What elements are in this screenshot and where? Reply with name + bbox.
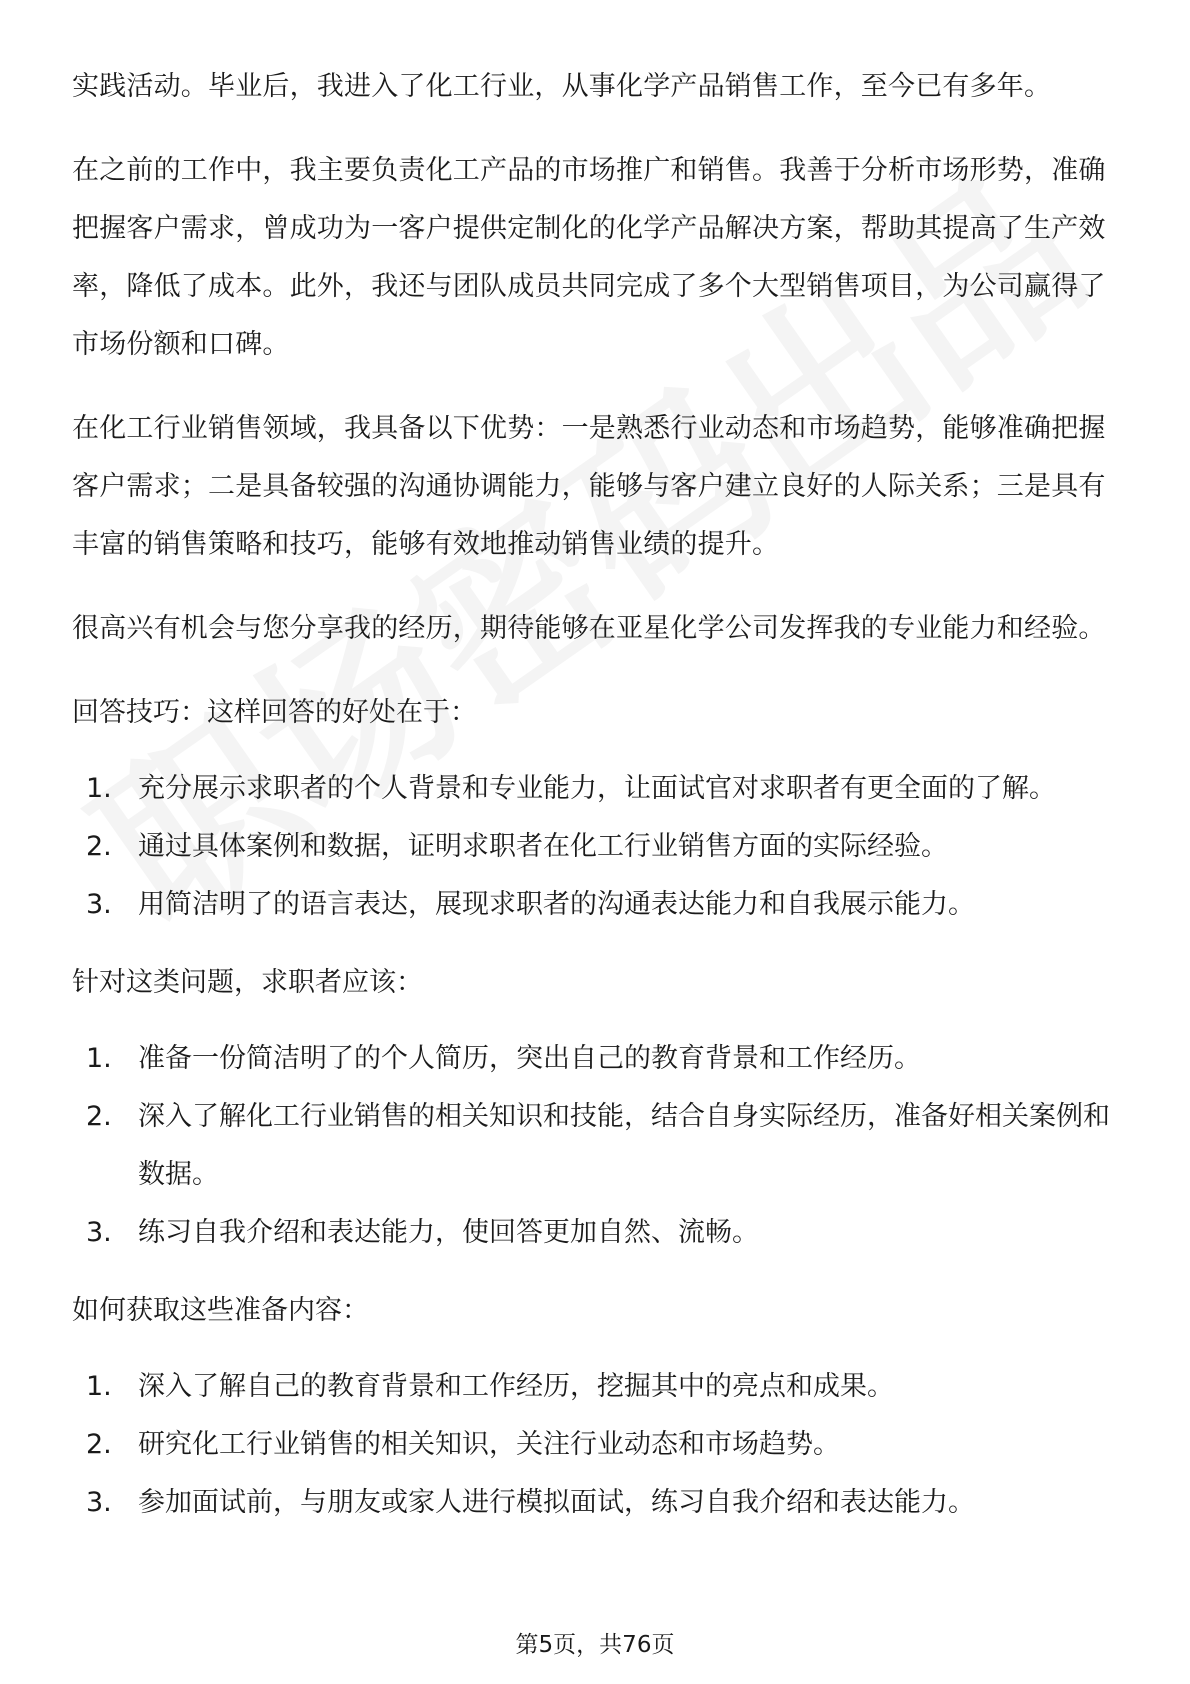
paragraph: 在化工行业销售领域，我具备以下优势：一是熟悉行业动态和市场趋势，能够准确把握客户需求；二是具备较强的沟通协调能力，能够与客户建立良好的人际关系；三是具有丰富的销售策略和技巧，能够有效地推动销售业绩的提升。 [72,413,1106,560]
list-item-text: 参加面试前，与朋友或家人进行模拟面试，练习自我介绍和表达能力。 [138,1487,975,1518]
paragraph: 很高兴有机会与您分享我的经历，期待能够在亚星化学公司发挥我的专业能力和经验。 [72,613,1106,644]
numbered-list [72,1358,1122,1532]
document-body [72,58,1122,1552]
list-number: 1. [86,1043,112,1074]
list-item-text: 通过具体案例和数据，证明求职者在化工行业销售方面的实际经验。 [138,831,948,862]
list-number: 2. [86,831,112,862]
list-number: 1. [86,1371,112,1402]
numbered-list [72,1030,1122,1262]
list-item [86,1474,1122,1532]
section-heading: 回答技巧：这样回答的好处在于： [72,697,477,728]
list-item [86,760,1122,818]
list-item [86,1204,1122,1262]
list-item [86,876,1122,934]
list-item-text: 研究化工行业销售的相关知识，关注行业动态和市场趋势。 [138,1429,840,1460]
list-number: 2. [86,1429,112,1460]
list-item [86,1088,1122,1204]
list-item-text: 充分展示求职者的个人背景和专业能力，让面试官对求职者有更全面的了解。 [138,773,1056,804]
list-number: 3. [86,889,112,920]
list-item-text: 用简洁明了的语言表达，展现求职者的沟通表达能力和自我展示能力。 [138,889,975,920]
page-number-footer: 第5页，共76页 [515,1632,675,1658]
list-item-text: 练习自我介绍和表达能力，使回答更加自然、流畅。 [138,1217,759,1248]
list-item [86,1030,1122,1088]
list-number: 1. [86,773,112,804]
list-item-text: 深入了解化工行业销售的相关知识和技能，结合自身实际经历，准备好相关案例和数据。 [138,1101,1110,1190]
paragraph: 实践活动。毕业后，我进入了化工行业，从事化学产品销售工作，至今已有多年。 [72,71,1052,102]
list-item [86,1358,1122,1416]
list-number: 2. [86,1101,112,1132]
list-number: 3. [86,1487,112,1518]
section-heading: 如何获取这些准备内容： [72,1295,369,1326]
numbered-list [72,760,1122,934]
list-item-text: 深入了解自己的教育背景和工作经历，挖掘其中的亮点和成果。 [138,1371,894,1402]
paragraph: 在之前的工作中，我主要负责化工产品的市场推广和销售。我善于分析市场形势，准确把握客户需求，曾成功为一客户提供定制化的化学产品解决方案，帮助其提高了生产效率，降低了成本。此外，我还与团队成员共同完成了多个大型销售项目，为公司赢得了市场份额和口碑。 [72,155,1106,360]
section-heading: 针对这类问题，求职者应该： [72,967,423,998]
list-item [86,818,1122,876]
list-item [86,1416,1122,1474]
list-number: 3. [86,1217,112,1248]
list-item-text: 准备一份简洁明了的个人简历，突出自己的教育背景和工作经历。 [138,1043,921,1074]
